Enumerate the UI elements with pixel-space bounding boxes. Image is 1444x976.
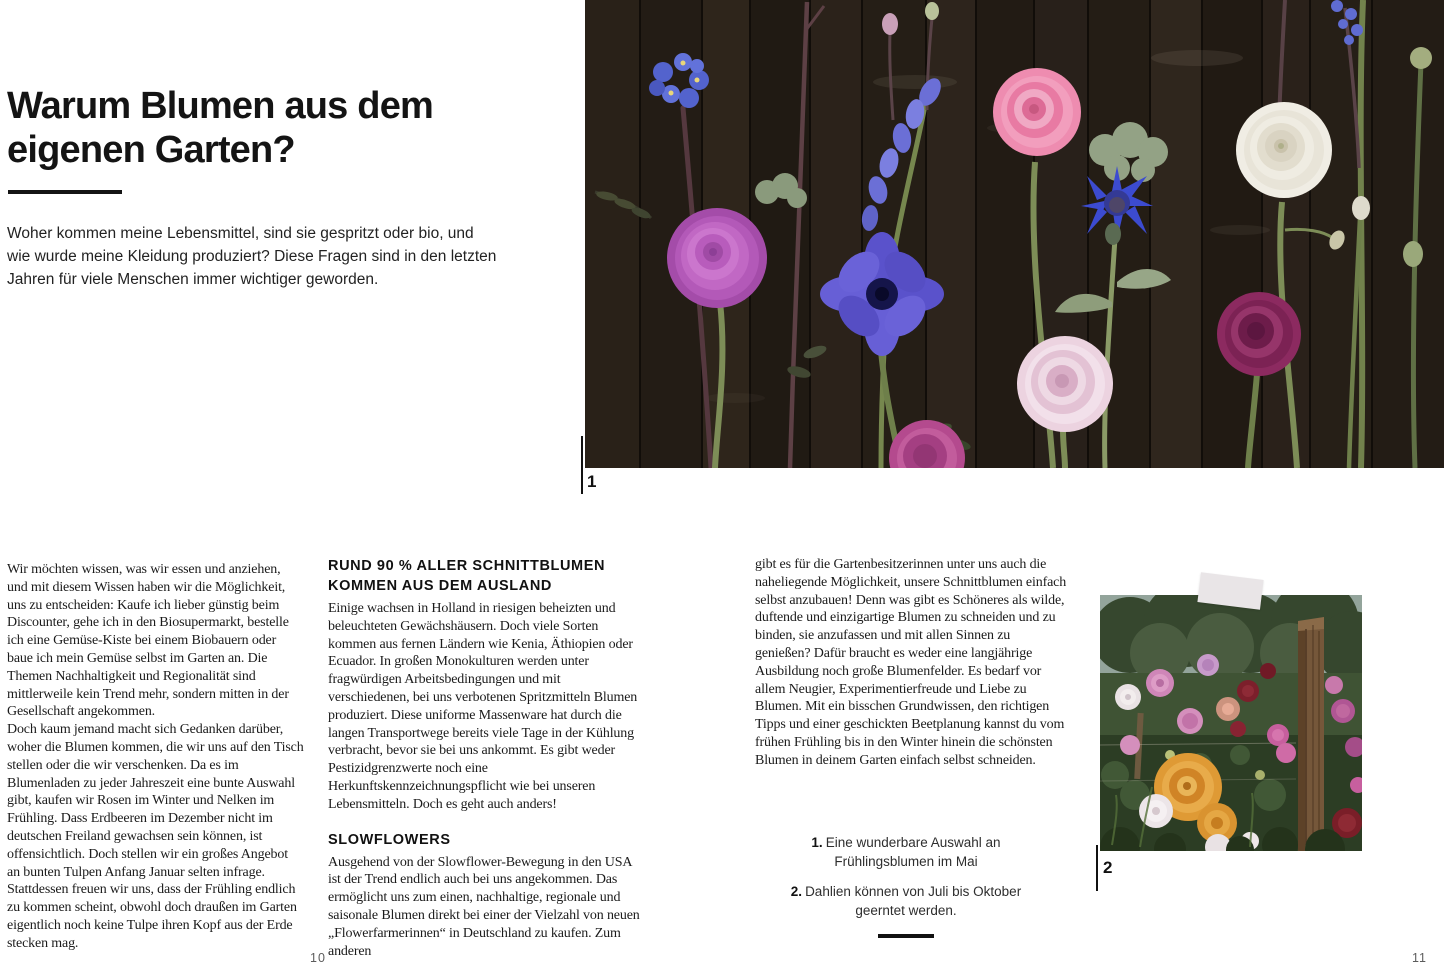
page-number-left: 10 [310,951,326,965]
figure-captions [790,833,1022,938]
page-title [7,84,433,172]
column-3-paragraph-1: gibt es für die Gartenbesitzerinnen unter uns auch die naheliegende Möglichkeit, unsere Schnittblumen einfach selbst anzubauen! Denn was gibt es Schöneres als wilde, duftende und einzigartige Blumen zu schneiden und zu binden, sie anzufassen und mit allen Sinnen zu genießen? Dafür braucht es weder eine langjährige Ausbildung noch große Blumenfelder. Es bedarf vor allem Neugier, Experimentierfreude und Liebe zu Blumen. Mit ein bisschen Grundwissen, den richtigen Tipps und einer geschickten Beetplanung kannst du vom frühen Frühling bis in den Winter hinein die schönsten Blumen in deinem Garten einfach selbst schneiden. [755,557,1067,768]
caption-2-number: 2. [790,884,803,899]
flowers-on-wood-illustration [585,0,1444,468]
intro-paragraph: Woher kommen meine Lebensmittel, sind sie gespritzt oder bio, und wie wurde meine Kleidung produziert? Diese Fragen sind in den letzten Jahren für viele Menschen immer wichtiger geworden. [7,225,497,288]
page-number-right: 11 [1412,951,1427,965]
column-1-paragraph-1: Wir möchten wissen, was wir essen und anziehen, und mit diesem Wissen haben wir die Möglichkeit, uns zu entscheiden: Kaufe ich lieber günstig beim Discounter, gehe ich in den Biosupermarkt, bestelle ich eine Gemüse-Kiste bei einem Biobauern oder baue ich mein Gemüse selbst im Garten an. Die Themen Nachhaltigkeit und Regionalität sind mittlerweile kein Trend mehr, sondern mitten in der Gesellschaft angekommen. [7,562,289,720]
flowers-on-wood-photo [585,0,1444,468]
dahlia-field-illustration [1100,595,1362,851]
figure-1-marker-number: 1 [587,472,597,491]
section-heading-schnittblumen: RUND 90 % ALLER SCHNITTBLUMEN KOMMEN AUS DEM AUSLAND [328,558,606,594]
caption-2 [790,882,1022,920]
dahlia-field-photo [1100,595,1362,851]
page-title-line-2: eigenen Garten? [7,129,295,171]
caption-2-text: Dahlien können von Juli bis Oktober geerntet werden. [805,884,1022,918]
caption-1-text: Eine wunderbare Auswahl an Frühlingsblumen im Mai [825,835,1001,869]
caption-rule [878,934,934,938]
figure-2-marker-bar [1096,845,1098,891]
page-title-line-1: Warum Blumen aus dem [7,85,434,127]
body-column-3 [755,556,1068,770]
section-heading-slowflowers: SLOWFLOWERS [328,831,451,848]
column-2-paragraph-1: Einige wachsen in Holland in riesigen beheizten und beleuchteten Gewächshäusern. Doch viele Sorten kommen aus fernen Ländern wie Kenia, Äthiopien oder Ecuador. In großen Monokulturen werden unter fragwürdigen Arbeitsbedingungen und mit verschiedenen, bei uns verbotenen Spritzmitteln Blumen produziert. Diese uniforme Massenware hat durch die langen Transportwege bereits viele Tage in der Kühlung verbracht, bevor sie bei uns ankommt. Es gibt weder Pestizidgrenzwerte noch eine Herkunftskennzeichnungspflicht wie bei unseren Lebensmitteln. Doch es geht auch anders! [328,601,638,812]
figure-2-marker-number: 2 [1103,858,1113,877]
body-column-2 [328,556,644,960]
caption-1 [790,833,1022,871]
column-1-paragraph-2: Doch kaum jemand macht sich Gedanken darüber, woher die Blumen kommen, die wir uns auf den Tisch stellen oder die wir verschenken. Da es im Blumenladen zu jeder Jahreszeit eine bunte Auswahl gibt, kaufen wir Rosen im Winter und Nelken im Frühling. Dass Erdbeeren im Dezember nicht im deutschen Freiland gewachsen sein können, ist offensichtlich. Doch stellen wir ein großes Angebot an bunten Tulpen Anfang Januar selten infrage. Stattdessen freuen wir uns, dass der Frühling endlich zu kommen scheint, obwohl doch draußen im Garten eigentlich noch keine Tulpe ihren Kopf aus der Erde stecken mag. [7,722,304,951]
column-2-paragraph-2: Ausgehend von der Slowflower-Bewegung in den USA ist der Trend endlich auch bei uns angekommen. Das ermöglicht uns zum einen, nachhaltige, regionale und saisonale Blumen direkt bei einer der Vielzahl von neuen „Flowerfarmerinnen“ in Deutschland zu kaufen. Zum anderen [328,854,640,959]
title-rule [8,190,122,194]
body-column-1 [7,561,304,953]
caption-1-number: 1. [811,835,823,850]
figure-1-marker-bar [581,436,583,494]
